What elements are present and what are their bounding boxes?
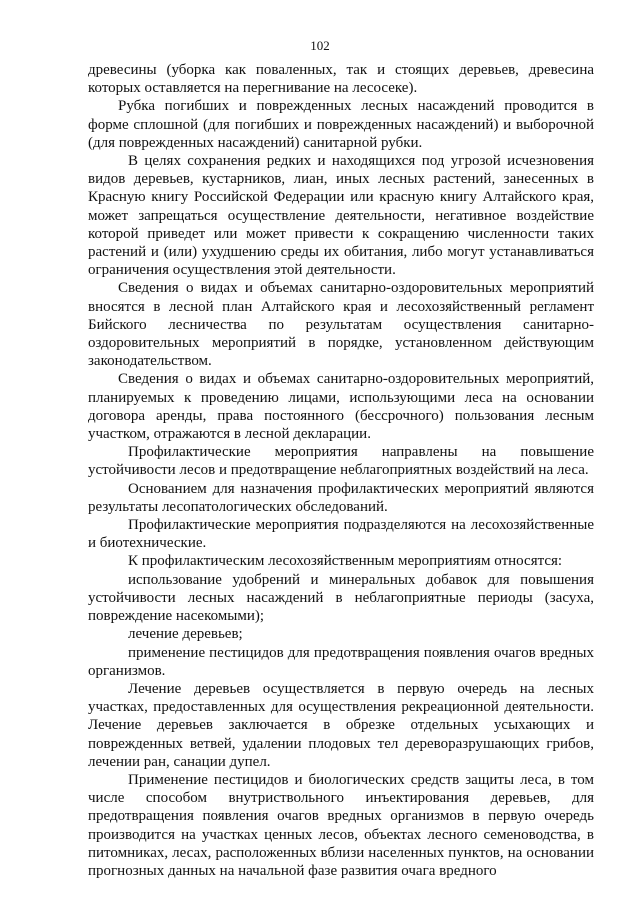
page-number: 102 — [310, 38, 330, 53]
paragraph: В целях сохранения редких и находящихся под угрозой исчезновения видов деревьев, кустарников, лиан, иных лесных растений, занесенных в Красную книгу Российской Федерации или красную книгу Алтайского края, может запрещаться осуществление деятельности, негативное воздействие которой приведет или может привести к сокращению численности таких растений и (или) ухудшению среды их обитания, либо могут устанавливаться ограничения осуществления этой деятельности. — [88, 153, 594, 279]
list-item: лечение деревьев; — [128, 626, 243, 643]
paragraph: К профилактическим лесохозяйственным мероприятиям относятся: — [128, 553, 563, 570]
paragraph: Профилактические мероприятия направлены на повышение устойчивости лесов и предотвращение неблагоприятных воздействий на леса. — [88, 444, 594, 479]
paragraph: древесины (уборка как поваленных, так и стоящих деревьев, древесина которых оставляется на перегнивание на лесосеке). — [88, 62, 594, 97]
paragraph: Лечение деревьев осуществляется в первую очередь на лесных участках, предоставленных для осуществления рекреационной деятельности. Лечение деревьев заключается в обрезке отдельных усыхающих и поврежденных ветвей, удалении плодовых тел дереворазрушающих грибов, лечении ран, санации дупел. — [88, 680, 594, 770]
paragraph: Сведения о видах и объемах санитарно-оздоровительных мероприятий, планируемых к проведению лицами, использующими леса на основании договора аренды, права постоянного (бессрочного) пользования лесным участком, отражаются в лесной декларации. — [88, 371, 594, 443]
paragraph: Рубка погибших и поврежденных лесных насаждений проводится в форме сплошной (для погибших и поврежденных насаждений) и выборочной (для поврежденных насаждений) санитарной рубки. — [88, 98, 594, 151]
list-item: использование удобрений и минеральных добавок для повышения устойчивости лесных насаждений в неблагоприятные периоды (засуха, повреждение насекомыми); — [88, 571, 594, 625]
list-item: применение пестицидов для предотвращения появления очагов вредных организмов. — [88, 644, 594, 679]
paragraph: Профилактические мероприятия подразделяются на лесохозяйственные и биотехнические. — [88, 517, 594, 552]
paragraph: Сведения о видах и объемах санитарно-оздоровительных мероприятий вносятся в лесной план Алтайского края и лесохозяйственный регламент Бийского лесничества по результатам осуществления санитарно-оздоровительных мероприятий в порядке, установленном действующим законодательством. — [88, 280, 594, 370]
paragraph: Применение пестицидов и биологических средств защиты леса, в том числе способом внутриствольного инъектирования деревьев, для предотвращения появления очагов вредных организмов в первую очередь производится на участках ценных лесов, объектах лесного семеноводства, в питомниках, лесах, расположенных вблизи населенных пунктов, на основании прогнозных данных на начальной фазе развития очага вредного — [88, 771, 594, 879]
paragraph: Основанием для назначения профилактических мероприятий являются результаты лесопатологических обследований. — [88, 480, 594, 515]
document-body — [88, 61, 594, 880]
